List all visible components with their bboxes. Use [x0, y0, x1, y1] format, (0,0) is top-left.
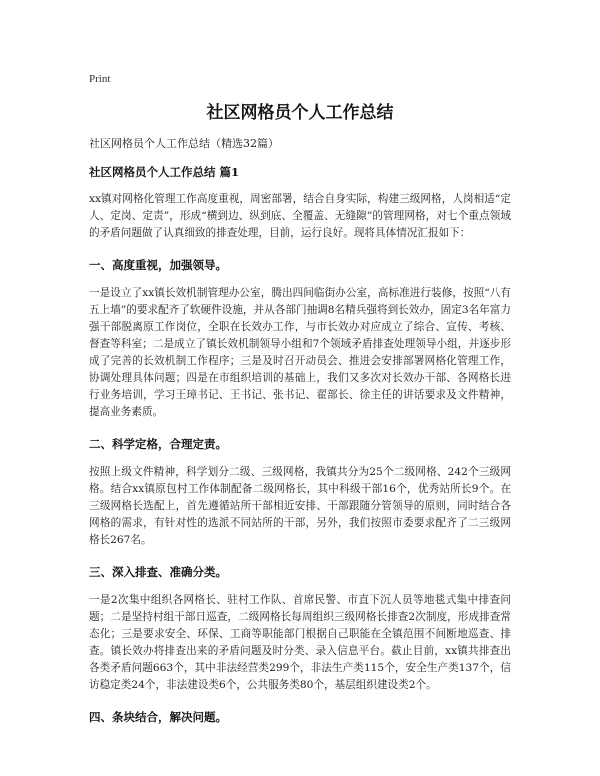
section-body-2: 按照上级文件精神，科学划分二级、三级网格，我镇共分为25个二级网格、242个三级网格。结合xx镇原包村工作体制配备二级网格长，其中科级干部16个，优秀站所长9个。在三级网格长选配上，首先遵循站所干部相近安排、干部跟随分管领导的原则，同时结合各网格的需求，有针对性的选派不同站所的干部，另外，我们按照市委要求配齐了二三级网格长267名。	[89, 466, 511, 546]
document-subtitle: 社区网格员个人工作总结（精选32篇）	[89, 137, 279, 150]
page-title: 社区网格员个人工作总结	[206, 103, 394, 123]
section-heading-4: 四、条块结合，解决问题。	[89, 710, 227, 724]
section-title: 社区网格员个人工作总结 篇1	[89, 165, 240, 179]
section-heading-3: 三、深入排查、准确分类。	[89, 565, 227, 579]
section-heading-1: 一、高度重视，加强领导。	[89, 258, 227, 272]
intro-paragraph: xx镇对网格化管理工作高度重视，周密部署，结合自身实际，构建三级网格，人岗相适“定人、定岗、定责”，形成“横到边、纵到底、全覆盖、无缝隙”的管理网格，对七个重点领域的矛盾问题做了认真细致的排查处理，目前，运行良好。现将具体情况汇报如下：	[89, 193, 511, 239]
section-heading-2: 二、科学定格，合理定责。	[89, 437, 227, 451]
print-link[interactable]: Print	[89, 73, 111, 85]
section-body-1: 一是设立了xx镇长效机制管理办公室，腾出四间临街办公室，高标准进行装修，按照“八有五上墙”的要求配齐了软硬件设施，并从各部门抽调8名精兵强将到长效办，固定3名年富力强干部脱离原工作岗位，全职在长效办工作，与市长效办对应成立了综合、宣传、考核、督查等科室；二是成立了镇长效机制领导小组和7个领域矛盾排查处理领导小组，并逐步形成了完善的长效机制工作程序；三是及时召开动员会、推进会安排部署网格化管理工作，协调处理具体问题；四是在市组织培训的基础上，我们又多次对长效办干部、各网格长进行业务培训，学习王璋书记、王书记、张书记、翟部长、徐主任的讲话要求及文件精神，提高业务素质。	[89, 287, 511, 418]
section-body-3: 一是2次集中组织各网格长、驻村工作队、首席民警、市直下沉人员等地毯式集中排查问题；二是坚持村组干部日巡查，二级网格长每周组织三级网格长排查2次制度，形成排查常态化；三是要求安全、环保、工商等职能部门根据自己职能在全镇范围不间断地巡查、排查。镇长效办将排查出来的矛盾问题及时分类、录入信息平台。截止目前，xx镇共排查出各类矛盾问题663个，其中非法经营类299个，非法生产类115个，安全生产类137个，信访稳定类24个，非法建设类6个，公共服务类80个，基层组织建设类2个。	[89, 594, 511, 691]
